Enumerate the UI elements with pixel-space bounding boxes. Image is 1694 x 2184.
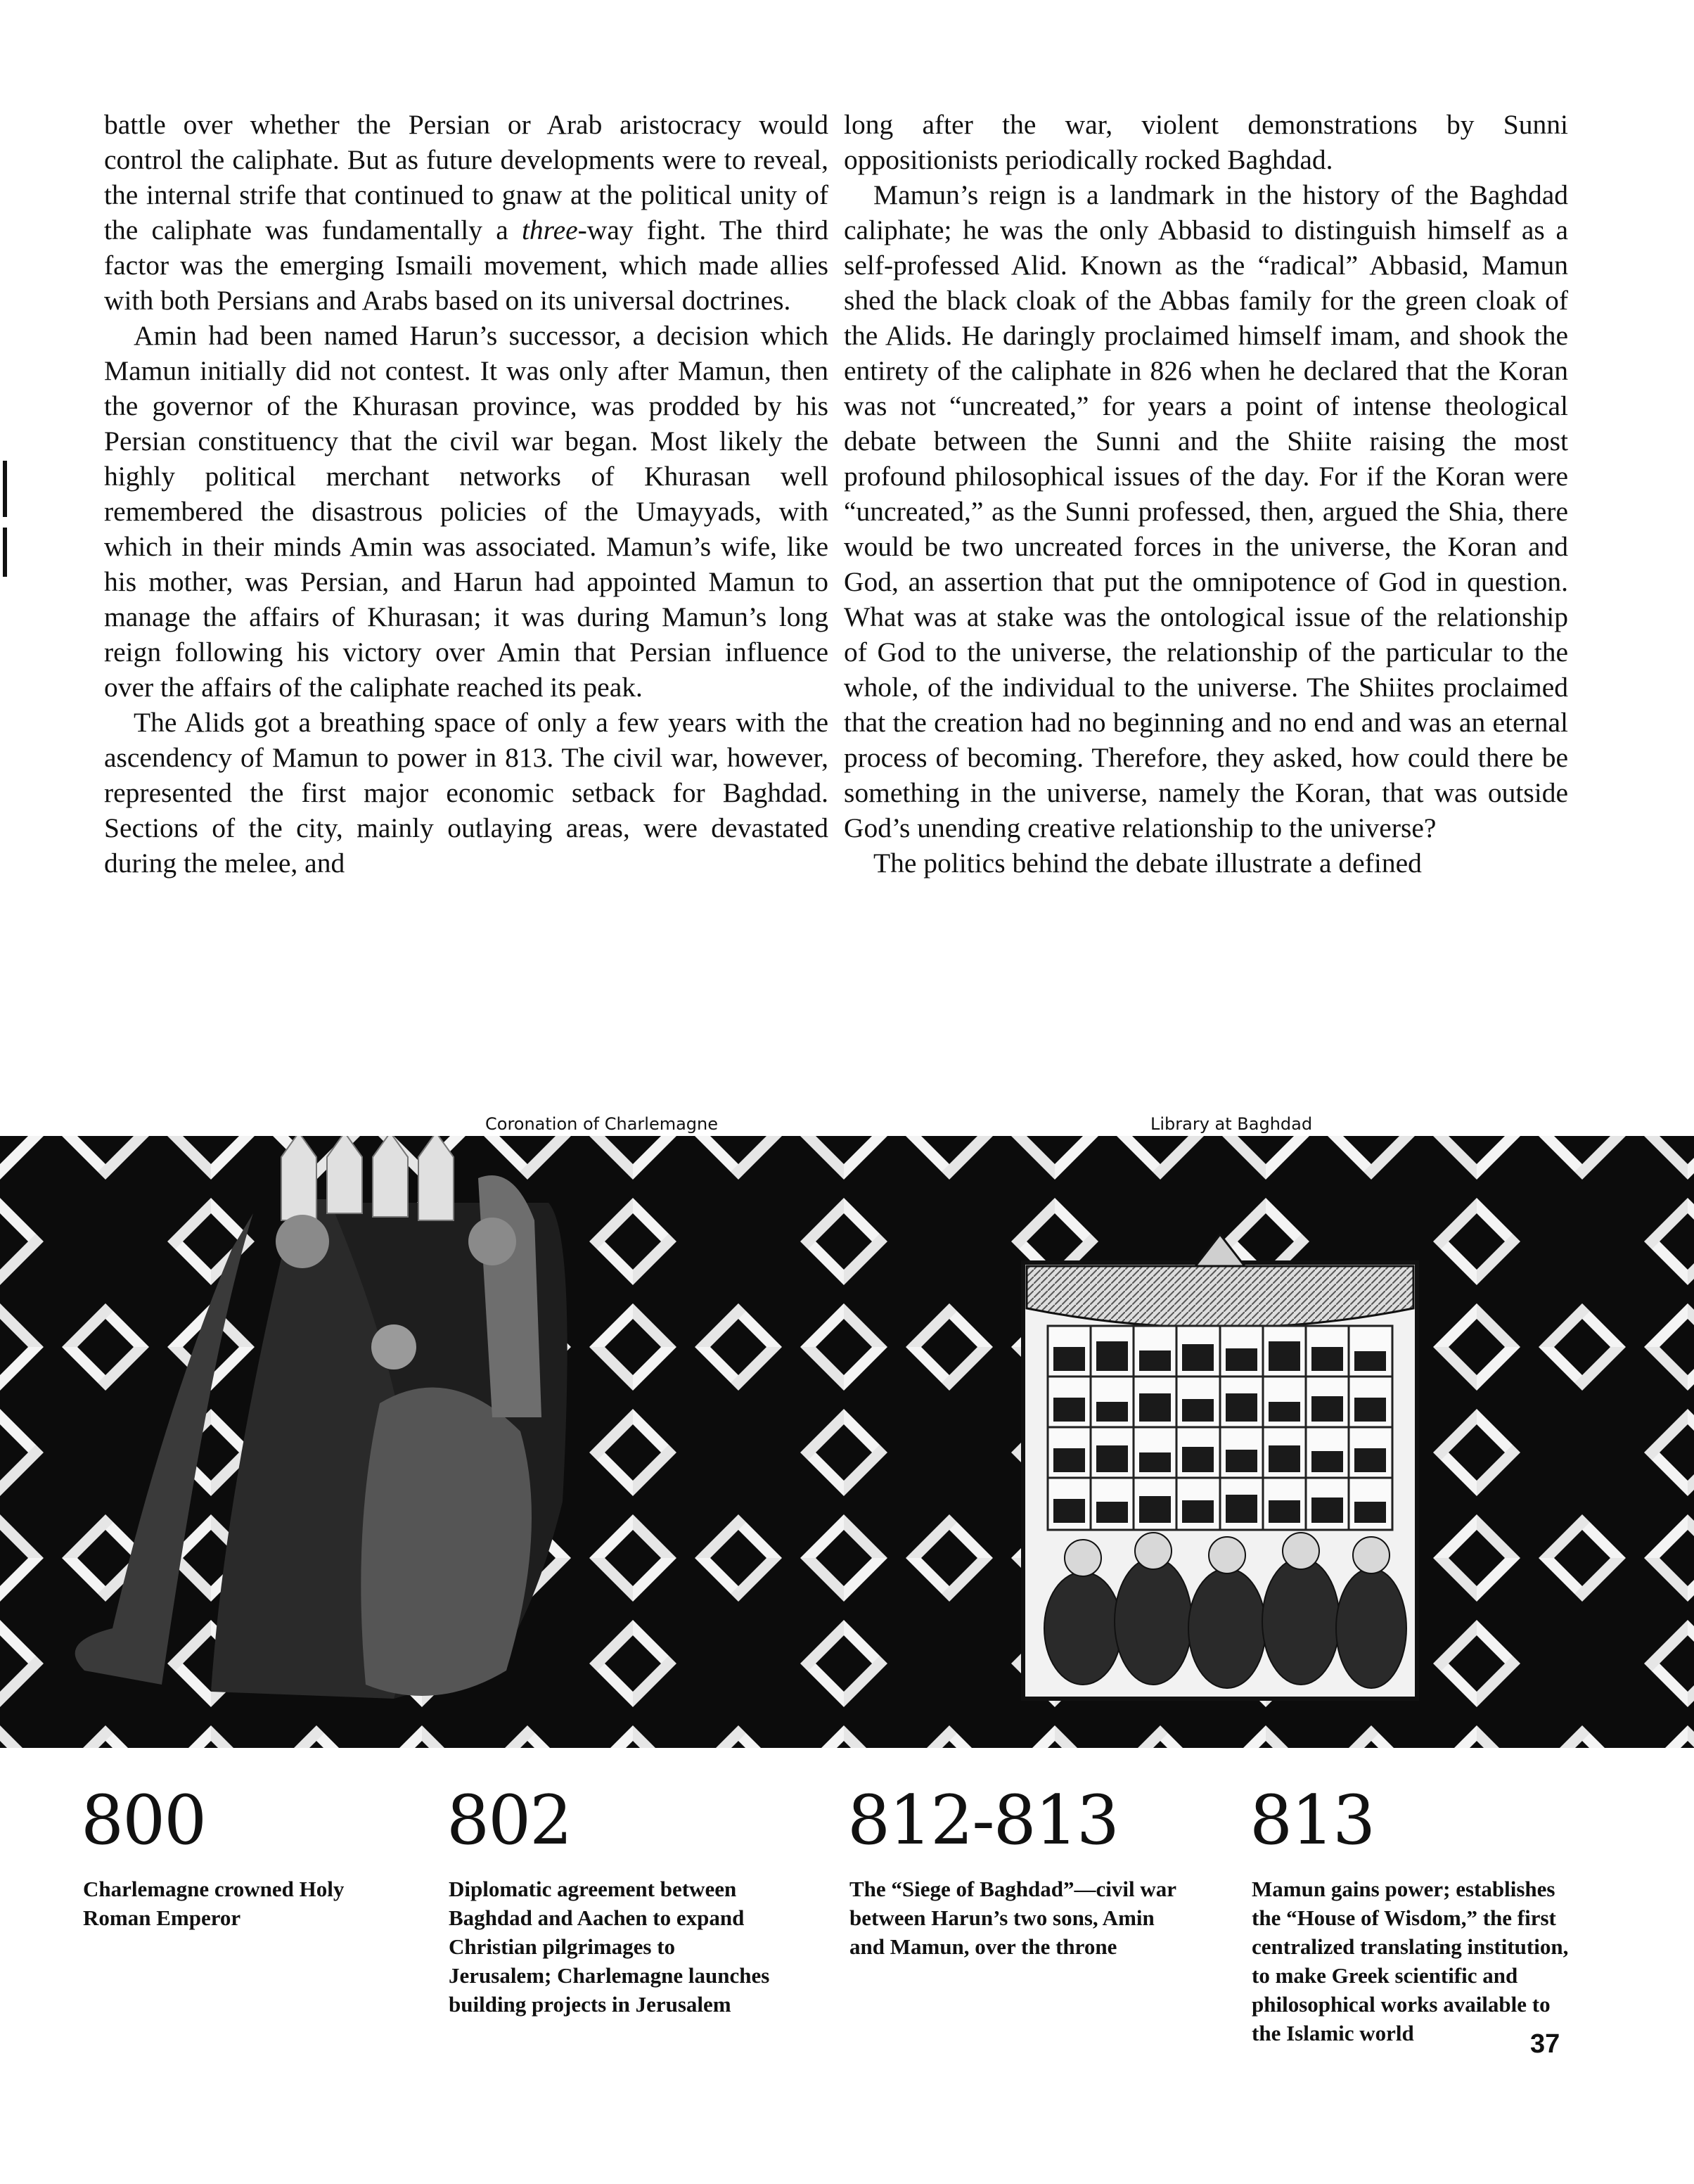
caption-coronation: Coronation of Charlemagne xyxy=(481,1114,722,1134)
interlace-pattern xyxy=(0,1136,1694,1748)
paragraph: long after the war, violent demonstrations by Sunni oppositionists periodically rocked Baghdad. xyxy=(844,109,1568,175)
timeline-event: Mamun gains power; establishes the “House of Wisdom,” the first centralized translating institution, to make Greek scientific and philosophical works available to the Islamic world xyxy=(1252,1877,1569,2045)
text-column-left xyxy=(104,107,828,881)
interlace-band xyxy=(0,1136,1694,1748)
caption-library: Library at Baghdad xyxy=(1146,1114,1316,1134)
timeline-event: Charlemagne crowned Holy Roman Emperor xyxy=(83,1877,345,1930)
paragraph: Mamun’s reign is a landmark in the history of the Baghdad caliphate; he was the only Abbasid to distinguish himself as a self-professed Alid. Known as the “radical” Abbasid, Mamun shed the black cloak of the Abbas family for the green cloak of the Alids. He daringly proclaimed himself imam, and shook the entirety of the caliphate in 826 when he declared that the Koran was not “uncreated,” for years a point of intense theological debate between the Sunni and the Shiite raising the most profound philosophical issues of the day. For if the Koran were “uncreated,” as the Sunni professed, then, argued the Shia, there would be two uncreated forces in the universe, the Koran and God, an assertion that put the omnipotence of God in question. What was at stake was the ontological issue of the relationship of God to the universe, the relationship of the particular to the whole, of the individual to the universe. The Shiites proclaimed that the creation had no beginning and no end and was an eternal process of becoming. Therefore, they asked, how could there be something in the universe, namely the Koran, that was outside God’s unending creative relationship to the universe? xyxy=(844,179,1568,843)
paragraph: Amin had been named Harun’s successor, a decision which Mamun initially did not contest. It was only after Mamun, then the governor of the Khurasan province, was prodded by his Persian constituency that the civil war began. Most likely the highly political merchant networks of Khurasan well remembered the disastrous policies of the Umayyads, with which in their minds Amin was associated. Mamun’s wife, like his mother, was Persian, and Harun had appointed Mamun to manage the affairs of Khurasan; it was during Mamun’s long reign following his victory over Amin that Persian influence over the affairs of the caliphate reached its peak. xyxy=(104,320,828,703)
page-number: 37 xyxy=(1530,2029,1560,2059)
paragraph: The Alids got a breathing space of only a few years with the ascendency of Mamun to power in 813. The civil war, however, represented the first major economic setback for Baghdad. Sections of the city, mainly outlaying areas, were devastated during the melee, and xyxy=(104,707,828,879)
timeline-event: Diplomatic agreement between Baghdad and Aachen to expand Christian pilgrimages to Jerusalem; Charlemagne launches building projects in Jerusalem xyxy=(449,1877,770,2017)
timeline-year: 812-813 xyxy=(847,1781,1118,1860)
library-miniature xyxy=(1023,1234,1417,1699)
text-column-right xyxy=(844,107,1568,881)
margin-mark xyxy=(3,461,7,517)
paragraph: The politics behind the debate illustrate a defined xyxy=(873,848,1422,879)
timeline-year: 813 xyxy=(1250,1781,1375,1860)
timeline-year: 802 xyxy=(447,1781,572,1860)
margin-mark xyxy=(3,528,7,577)
timeline-event: The “Siege of Baghdad”—civil war between Harun’s two sons, Amin and Mamun, over the throne xyxy=(849,1877,1176,1959)
emphasis: three xyxy=(521,215,578,245)
timeline-year: 800 xyxy=(81,1781,206,1860)
paragraph: battle over whether the Persian or Arab aristocracy would control the caliphate. But as future developments were to reveal, the internal strife that continued to gnaw at the political unity of the caliphate was fundamentally a three-way fight. The third factor was the emerging Ismaili movement, which made allies with both Persians and Arabs based on its universal doctrines. xyxy=(104,109,828,316)
